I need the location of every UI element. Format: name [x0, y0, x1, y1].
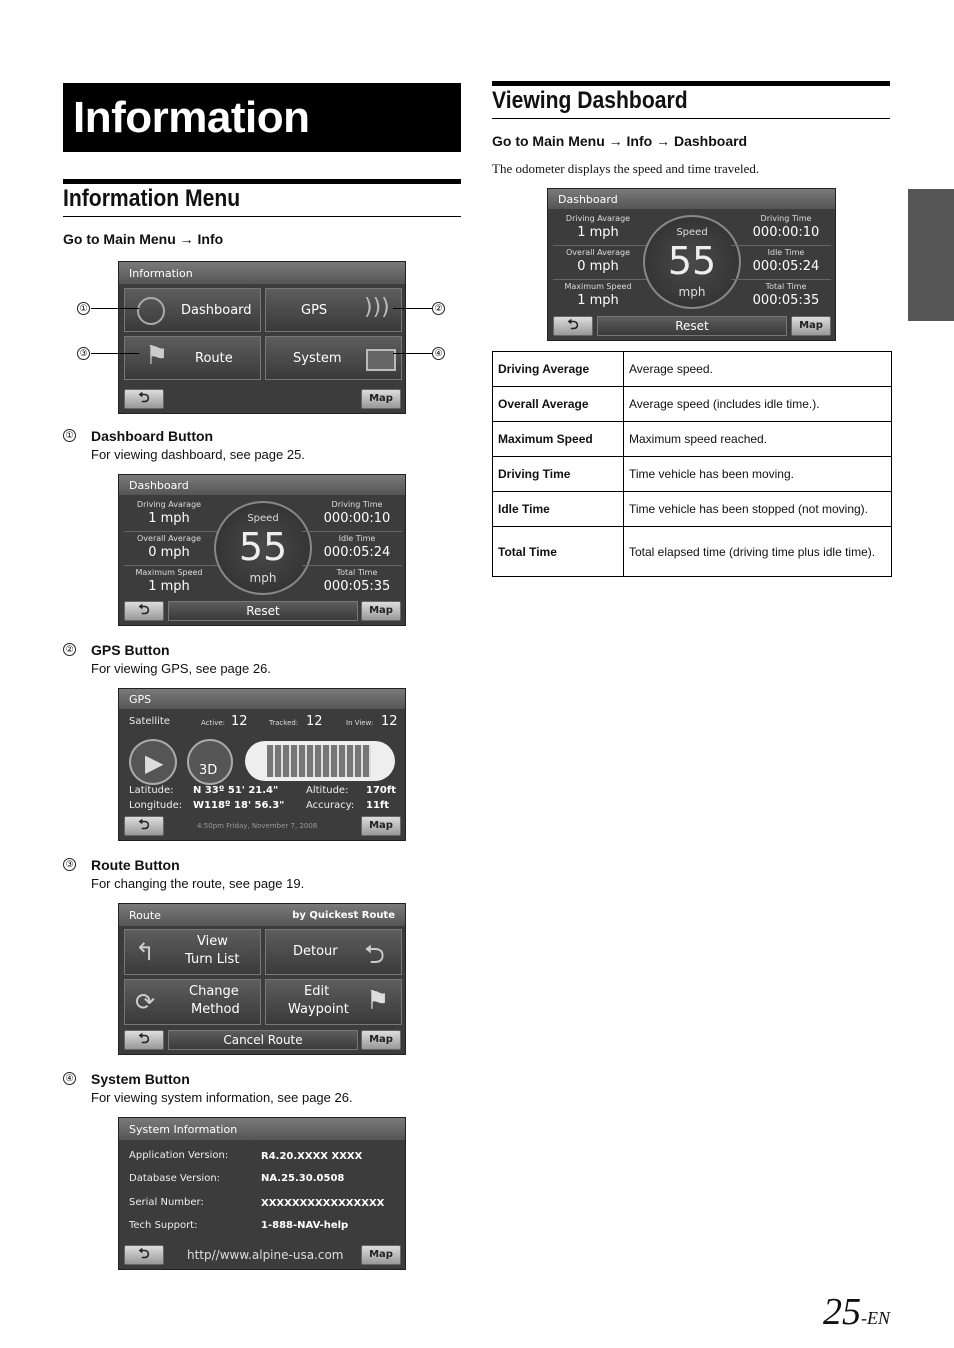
system-label: System	[293, 351, 342, 366]
maximum-speed-value: 1 mph	[577, 293, 619, 308]
gps-screen	[118, 688, 406, 841]
active-value: 12	[231, 714, 248, 729]
turn-list-icon: ↰	[135, 938, 156, 966]
latitude-value: N 33º 51' 21.4"	[193, 785, 279, 796]
screen-header: Dashboard	[119, 475, 405, 495]
section-title-viewing-dashboard: Viewing Dashboard	[492, 87, 688, 114]
callout-line	[393, 308, 432, 309]
reset-button[interactable]: Reset	[597, 316, 787, 336]
speed-gauge	[214, 501, 312, 595]
item-text: For viewing system information, see page 26.	[91, 1090, 353, 1105]
satellite-icon: )))	[364, 295, 390, 320]
map-button[interactable]: Map	[361, 1245, 401, 1265]
driving-time-value: 000:00:10	[323, 511, 391, 526]
system-button[interactable]	[265, 336, 402, 380]
table-row	[493, 352, 892, 387]
inview-label: In View:	[346, 719, 374, 727]
total-time-value: 000:05:35	[752, 293, 820, 308]
definition: Time vehicle has been moving.	[624, 457, 892, 492]
db-version-value: NA.25.30.0508	[261, 1173, 345, 1184]
overall-average-label: Overall Average	[137, 534, 201, 543]
flag-icon: ⚑	[366, 986, 390, 1016]
overall-average-value: 0 mph	[577, 259, 619, 274]
section-rule	[63, 179, 461, 184]
callout-line	[393, 353, 432, 354]
cancel-route-button[interactable]: Cancel Route	[168, 1030, 358, 1050]
maximum-speed-label: Maximum Speed	[564, 282, 632, 291]
map-button[interactable]: Map	[361, 389, 401, 409]
callout-1: ①	[77, 302, 90, 315]
back-button[interactable]: ⮌	[124, 389, 164, 409]
description: The odometer displays the speed and time traveled.	[492, 161, 760, 176]
change-label: Change	[189, 984, 239, 999]
dashboard-label: Dashboard	[181, 303, 252, 318]
gps-mode-icon	[187, 739, 233, 785]
screen-header: System Information	[119, 1118, 405, 1140]
table-row	[493, 422, 892, 457]
route-screen	[118, 903, 406, 1055]
driving-time-value: 000:00:10	[752, 225, 820, 240]
item-number: ④	[63, 1072, 76, 1085]
longitude-label: Longitude:	[129, 800, 183, 811]
detour-button[interactable]	[265, 929, 402, 975]
speed-unit: mph	[678, 285, 706, 299]
item-title: GPS Button	[91, 642, 170, 658]
back-button[interactable]: ⮌	[124, 1245, 164, 1265]
item-number: ①	[63, 429, 76, 442]
back-button[interactable]: ⮌	[124, 816, 164, 836]
reset-button[interactable]: Reset	[168, 601, 358, 621]
dashboard-screen	[547, 188, 836, 341]
item-text: For changing the route, see page 19.	[91, 876, 305, 891]
item-title: System Button	[91, 1071, 190, 1087]
callout-2: ②	[432, 302, 445, 315]
map-button[interactable]: Map	[791, 316, 831, 336]
definition: Total elapsed time (driving time plus idle time).	[624, 527, 892, 577]
db-version-label: Database Version:	[129, 1173, 221, 1184]
website-link[interactable]: http//www.alpine-usa.com	[187, 1248, 344, 1262]
speed-value: 55	[667, 239, 717, 283]
driving-average-value: 1 mph	[148, 511, 190, 526]
speed-label: Speed	[247, 513, 279, 524]
page-number-value: 25	[823, 1291, 861, 1333]
driving-time-label: Driving Time	[760, 214, 812, 223]
back-button[interactable]: ⮌	[124, 601, 164, 621]
altitude-label: Altitude:	[306, 785, 349, 796]
overall-average-value: 0 mph	[148, 545, 190, 560]
term: Driving Time	[493, 457, 624, 492]
table-row	[493, 527, 892, 577]
item-number: ②	[63, 643, 76, 656]
waypoint-label: Waypoint	[288, 1002, 349, 1017]
definition: Average speed (includes idle time.).	[624, 387, 892, 422]
detour-icon: ⮌	[364, 940, 385, 970]
dashboard-button[interactable]	[124, 288, 261, 332]
section-rule-bottom	[63, 216, 461, 217]
monitor-icon	[366, 349, 396, 371]
callout-4: ④	[432, 347, 445, 360]
page-number	[823, 1290, 890, 1334]
accuracy-value: 11ft	[366, 800, 390, 811]
speed-unit: mph	[249, 571, 277, 585]
serial-number-label: Serial Number:	[129, 1197, 204, 1208]
term: Overall Average	[493, 387, 624, 422]
view-turn-list-button[interactable]	[124, 929, 261, 975]
idle-time-value: 000:05:24	[752, 259, 820, 274]
detour-label: Detour	[293, 944, 338, 959]
method-label: Method	[191, 1002, 240, 1017]
chapter-tab	[908, 189, 954, 321]
callout-line	[91, 308, 139, 309]
callout-line	[91, 353, 139, 354]
item-text: For viewing GPS, see page 26.	[91, 661, 271, 676]
serial-number-value: XXXXXXXXXXXXXXXX	[261, 1198, 385, 1209]
satellite-label: Satellite	[129, 716, 170, 727]
turn-list-label: Turn List	[185, 952, 240, 967]
screen-header	[119, 904, 405, 926]
dashboard-screen	[118, 474, 406, 626]
map-button[interactable]: Map	[361, 816, 401, 836]
driving-time-label: Driving Time	[331, 500, 383, 509]
refresh-icon: ⟳	[135, 988, 156, 1016]
back-button[interactable]: ⮌	[553, 316, 593, 336]
term: Maximum Speed	[493, 422, 624, 457]
total-time-label: Total Time	[765, 282, 807, 291]
map-button[interactable]: Map	[361, 601, 401, 621]
signal-strength-bars	[245, 741, 395, 781]
driving-average-label: Driving Avarage	[565, 214, 631, 223]
information-screen	[118, 261, 406, 414]
overall-average-label: Overall Average	[566, 248, 630, 257]
inview-value: 12	[381, 714, 398, 729]
maximum-speed-label: Maximum Speed	[135, 568, 203, 577]
driving-average-value: 1 mph	[577, 225, 619, 240]
nav-path: Go to Main Menu → Info → Dashboard	[492, 133, 748, 149]
section-rule-bottom	[492, 118, 890, 119]
driving-average-label: Driving Avarage	[136, 500, 202, 509]
section-title-information-menu: Information Menu	[63, 185, 241, 212]
edit-waypoint-button[interactable]	[265, 979, 402, 1025]
app-version-value: R4.20.XXXX XXXX	[261, 1151, 363, 1162]
speed-value: 55	[238, 525, 288, 569]
route-label: Route	[195, 351, 233, 366]
page-title: Information	[63, 83, 461, 152]
timestamp: 4:50pm Friday, November 7, 2008	[197, 822, 318, 830]
item-text: For viewing dashboard, see page 25.	[91, 447, 305, 462]
idle-time-value: 000:05:24	[323, 545, 391, 560]
screen-header: GPS	[119, 689, 405, 709]
system-info-screen	[118, 1117, 406, 1270]
screen-header: Information	[119, 262, 405, 284]
term: Total Time	[493, 527, 624, 577]
table-row	[493, 492, 892, 527]
tracked-value: 12	[306, 714, 323, 729]
gps-mode-value: 3D	[199, 763, 218, 778]
accuracy-label: Accuracy:	[306, 800, 355, 811]
term: Driving Average	[493, 352, 624, 387]
idle-time-label: Idle Time	[767, 248, 805, 257]
edit-label: Edit	[304, 984, 330, 999]
dashboard-definitions-table	[492, 351, 892, 577]
view-label: View	[197, 934, 228, 949]
definition: Maximum speed reached.	[624, 422, 892, 457]
speedometer-icon	[137, 297, 165, 325]
idle-time-label: Idle Time	[338, 534, 376, 543]
change-method-button[interactable]	[124, 979, 261, 1025]
altitude-value: 170ft	[366, 785, 397, 796]
speed-gauge	[643, 215, 741, 309]
route-header: Route	[129, 909, 161, 922]
gps-label: GPS	[301, 303, 328, 318]
total-time-value: 000:05:35	[323, 579, 391, 594]
app-version-label: Application Version:	[129, 1150, 229, 1161]
definition: Average speed.	[624, 352, 892, 387]
table-row	[493, 457, 892, 492]
compass-icon: ▶	[129, 739, 177, 785]
page-suffix: -EN	[861, 1308, 890, 1328]
nav-path: Go to Main Menu → Info	[63, 231, 224, 247]
map-button[interactable]: Map	[361, 1030, 401, 1050]
term: Idle Time	[493, 492, 624, 527]
definition: Time vehicle has been stopped (not moving).	[624, 492, 892, 527]
maximum-speed-value: 1 mph	[148, 579, 190, 594]
back-button[interactable]: ⮌	[124, 1030, 164, 1050]
latitude-label: Latitude:	[129, 785, 174, 796]
item-title: Route Button	[91, 857, 180, 873]
tracked-label: Tracked:	[269, 719, 299, 727]
table-row	[493, 387, 892, 422]
tech-support-value: 1-888-NAV-help	[261, 1220, 349, 1231]
screen-header: Dashboard	[548, 189, 835, 209]
tech-support-label: Tech Support:	[129, 1220, 198, 1231]
route-mode: by Quickest Route	[292, 910, 395, 921]
longitude-value: W118º 18' 56.3"	[193, 800, 285, 811]
item-number: ③	[63, 858, 76, 871]
speed-label: Speed	[676, 227, 708, 238]
active-label: Active:	[201, 719, 226, 727]
total-time-label: Total Time	[336, 568, 378, 577]
gps-button[interactable]	[265, 288, 402, 332]
callout-3: ③	[77, 347, 90, 360]
route-button[interactable]	[124, 336, 261, 380]
flag-icon: ⚑	[145, 341, 169, 371]
section-rule	[492, 81, 890, 86]
item-title: Dashboard Button	[91, 428, 214, 444]
